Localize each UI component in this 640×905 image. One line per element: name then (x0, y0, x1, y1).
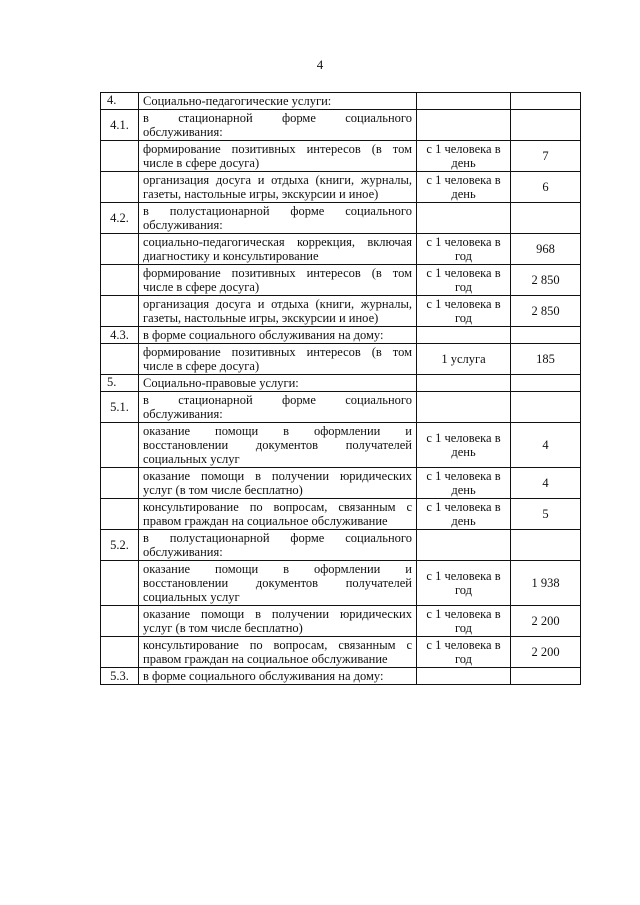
unit-cell (417, 327, 511, 344)
unit-cell (417, 93, 511, 110)
unit-cell: с 1 человека в день (417, 468, 511, 499)
value-cell: 6 (511, 172, 581, 203)
table-row (101, 265, 581, 296)
table-row (101, 499, 581, 530)
value-cell (511, 375, 581, 392)
service-name-cell: Социально-правовые услуги: (139, 375, 417, 392)
table-row (101, 423, 581, 468)
unit-cell: с 1 человека в день (417, 172, 511, 203)
unit-cell: с 1 человека в день (417, 141, 511, 172)
table-row (101, 637, 581, 668)
row-number-cell: 4.2. (101, 203, 139, 234)
service-name-cell: в стационарной форме социального обслуживания: (139, 392, 417, 423)
service-name-cell: оказание помощи в оформлении и восстановлении документов получателей социальных услуг (139, 423, 417, 468)
value-cell: 2 200 (511, 637, 581, 668)
table-row (101, 561, 581, 606)
value-cell: 1 938 (511, 561, 581, 606)
value-cell: 2 850 (511, 265, 581, 296)
row-number-cell: 5.1. (101, 392, 139, 423)
value-cell: 968 (511, 234, 581, 265)
value-cell: 185 (511, 344, 581, 375)
row-number-cell: 5.2. (101, 530, 139, 561)
service-name-cell: оказание помощи в оформлении и восстановлении документов получателей социальных услуг (139, 561, 417, 606)
table-body (101, 93, 581, 685)
unit-cell: с 1 человека в день (417, 499, 511, 530)
services-tariff-table (100, 92, 581, 685)
row-number-cell: 5.3. (101, 668, 139, 685)
row-number-cell (101, 423, 139, 468)
section-row (101, 375, 581, 392)
table-row (101, 141, 581, 172)
row-number-cell: 4. (101, 93, 139, 110)
row-number-cell (101, 561, 139, 606)
row-number-cell: 4.3. (101, 327, 139, 344)
value-cell: 4 (511, 423, 581, 468)
row-number-cell (101, 265, 139, 296)
unit-cell: с 1 человека в год (417, 637, 511, 668)
subsection-row (101, 110, 581, 141)
unit-cell (417, 668, 511, 685)
service-name-cell: формирование позитивных интересов (в том числе в сфере досуга) (139, 141, 417, 172)
service-name-cell: организация досуга и отдыха (книги, журналы, газеты, настольные игры, экскурсии и иное) (139, 172, 417, 203)
value-cell: 2 850 (511, 296, 581, 327)
service-name-cell: в полустационарной форме социального обслуживания: (139, 203, 417, 234)
unit-cell (417, 110, 511, 141)
row-number-cell (101, 234, 139, 265)
service-name-cell: формирование позитивных интересов (в том числе в сфере досуга) (139, 265, 417, 296)
subsection-row (101, 530, 581, 561)
value-cell (511, 110, 581, 141)
table-row (101, 172, 581, 203)
unit-cell: с 1 человека в год (417, 234, 511, 265)
row-number-cell (101, 637, 139, 668)
service-name-cell: в полустационарной форме социального обслуживания: (139, 530, 417, 561)
unit-cell: 1 услуга (417, 344, 511, 375)
row-number-cell (101, 468, 139, 499)
value-cell (511, 392, 581, 423)
table-row (101, 606, 581, 637)
unit-cell (417, 392, 511, 423)
unit-cell: с 1 человека в год (417, 296, 511, 327)
value-cell: 4 (511, 468, 581, 499)
table-row (101, 468, 581, 499)
subsection-row (101, 203, 581, 234)
service-name-cell: в форме социального обслуживания на дому: (139, 327, 417, 344)
value-cell (511, 327, 581, 344)
unit-cell (417, 530, 511, 561)
unit-cell: с 1 человека в год (417, 606, 511, 637)
value-cell: 5 (511, 499, 581, 530)
service-name-cell: в форме социального обслуживания на дому: (139, 668, 417, 685)
subsection-row (101, 327, 581, 344)
unit-cell: с 1 человека в год (417, 561, 511, 606)
service-name-cell: оказание помощи в получении юридических услуг (в том числе бесплатно) (139, 606, 417, 637)
service-name-cell: организация досуга и отдыха (книги, журналы, газеты, настольные игры, экскурсии и иное) (139, 296, 417, 327)
service-name-cell: оказание помощи в получении юридических услуг (в том числе бесплатно) (139, 468, 417, 499)
service-name-cell: консультирование по вопросам, связанным с правом граждан на социальное обслуживание (139, 499, 417, 530)
value-cell: 2 200 (511, 606, 581, 637)
service-name-cell: консультирование по вопросам, связанным с правом граждан на социальное обслуживание (139, 637, 417, 668)
service-name-cell: в стационарной форме социального обслуживания: (139, 110, 417, 141)
row-number-cell: 4.1. (101, 110, 139, 141)
unit-cell: с 1 человека в год (417, 265, 511, 296)
service-name-cell: социально-педагогическая коррекция, включая диагностику и консультирование (139, 234, 417, 265)
page-number: 4 (316, 57, 324, 72)
row-number-cell (101, 296, 139, 327)
service-name-cell: Социально-педагогические услуги: (139, 93, 417, 110)
row-number-cell (101, 141, 139, 172)
unit-cell (417, 375, 511, 392)
row-number-cell: 5. (101, 375, 139, 392)
unit-cell: с 1 человека в день (417, 423, 511, 468)
service-name-cell: формирование позитивных интересов (в том числе в сфере досуга) (139, 344, 417, 375)
value-cell (511, 668, 581, 685)
value-cell: 7 (511, 141, 581, 172)
table-row (101, 344, 581, 375)
subsection-row (101, 392, 581, 423)
row-number-cell (101, 606, 139, 637)
row-number-cell (101, 172, 139, 203)
unit-cell (417, 203, 511, 234)
subsection-row (101, 668, 581, 685)
section-row (101, 93, 581, 110)
row-number-cell (101, 344, 139, 375)
value-cell (511, 203, 581, 234)
table-row (101, 234, 581, 265)
table-row (101, 296, 581, 327)
row-number-cell (101, 499, 139, 530)
value-cell (511, 93, 581, 110)
value-cell (511, 530, 581, 561)
